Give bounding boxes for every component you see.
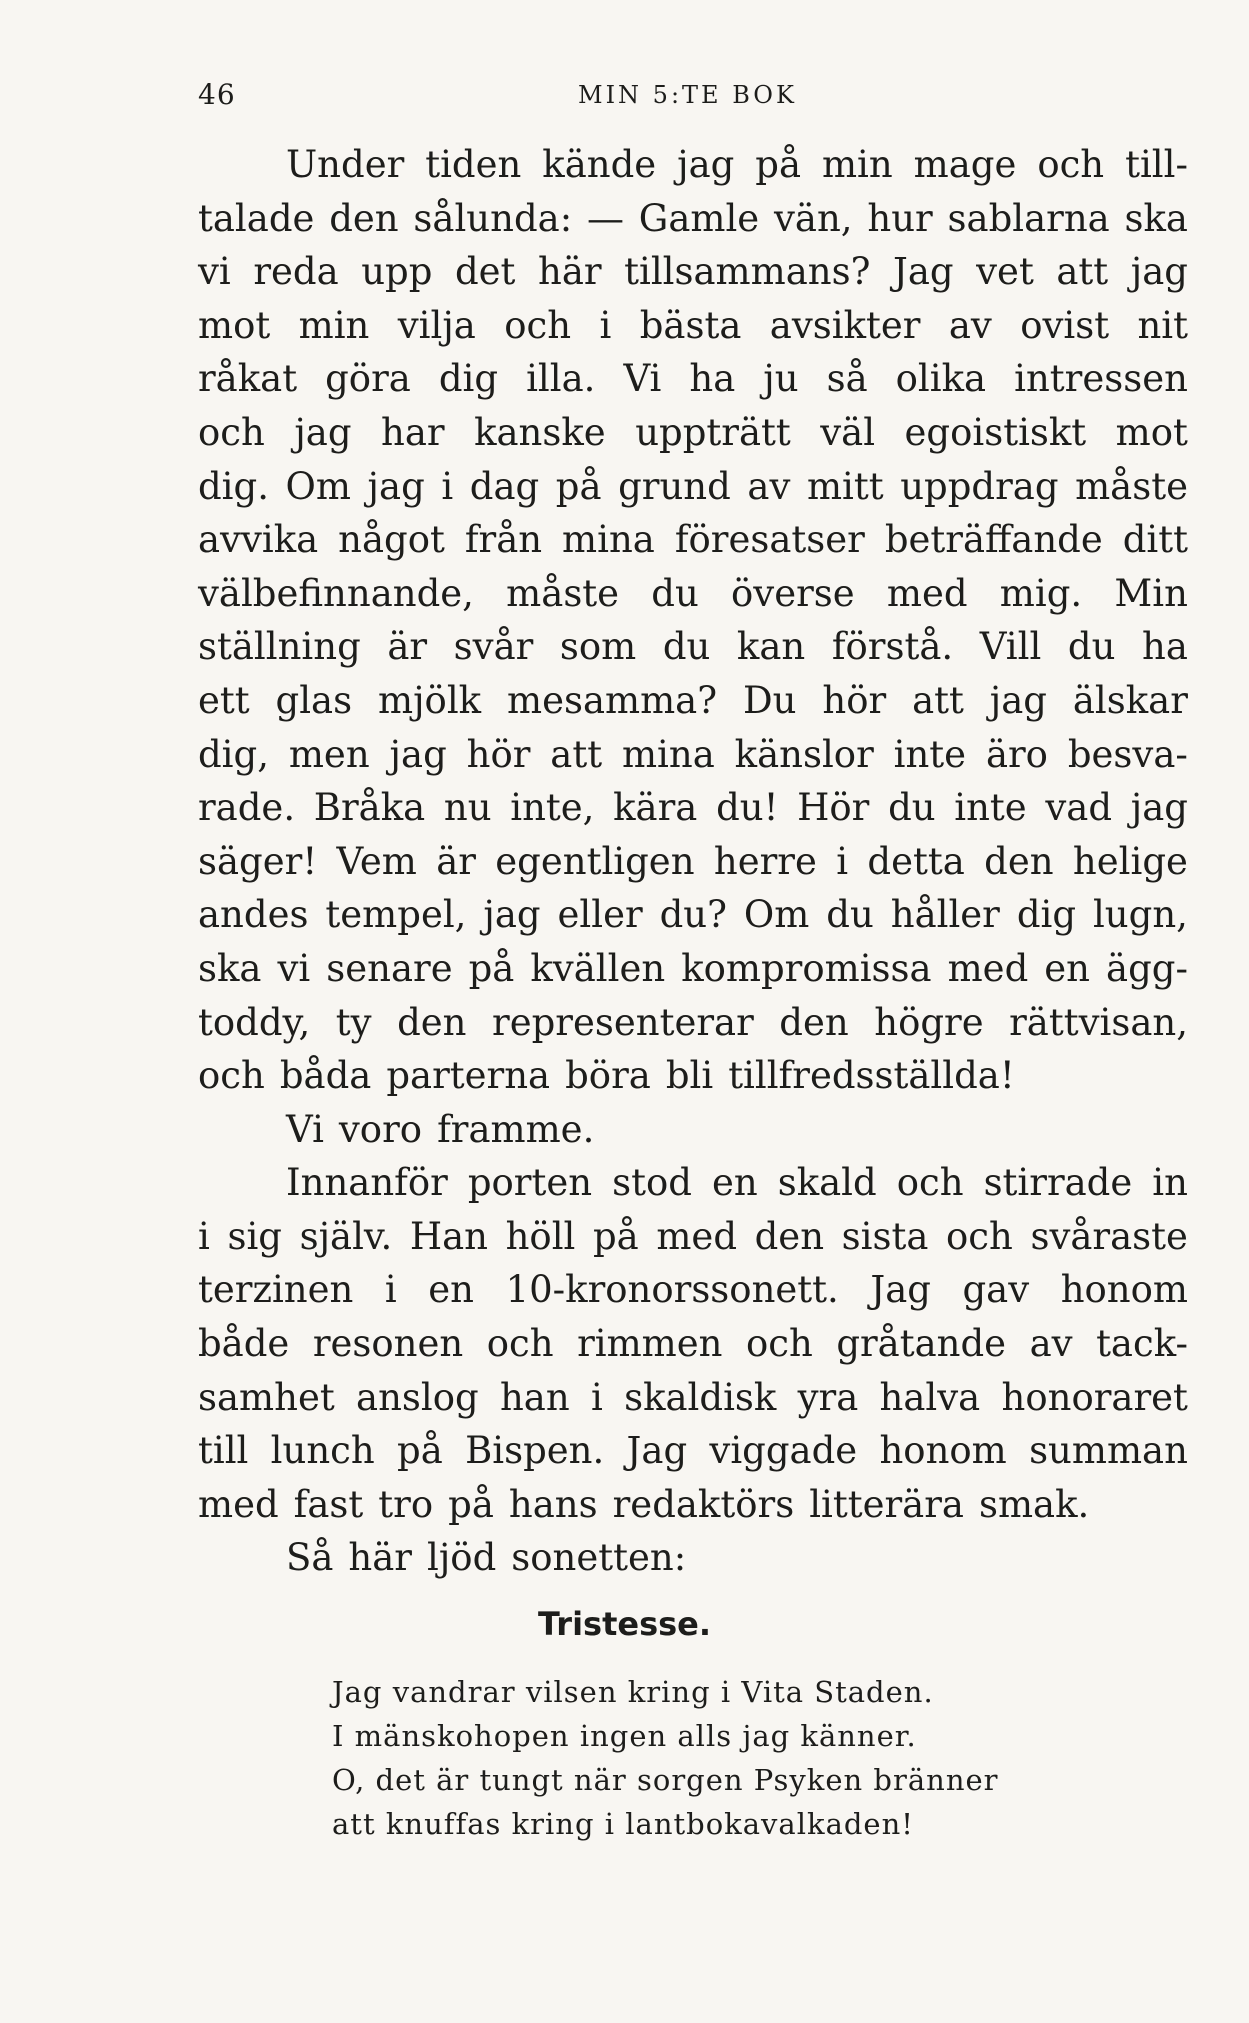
word: ett [198, 678, 250, 722]
word: vilja [397, 303, 476, 347]
word: något [338, 518, 445, 562]
word: att [912, 678, 964, 722]
word: känslor [734, 732, 874, 776]
word: litterära [809, 1482, 964, 1526]
text-line [198, 942, 1188, 996]
word: grund [618, 464, 731, 508]
word: sista [841, 1214, 929, 1258]
word: med [886, 571, 968, 615]
word: välbefinnande, [198, 571, 474, 615]
word: Vill [979, 625, 1042, 669]
word: rimmen [577, 1322, 723, 1366]
text-line [198, 674, 1188, 728]
word: sonetten: [511, 1536, 687, 1580]
word: båda [279, 1054, 372, 1098]
word: jag [1130, 250, 1188, 294]
word: tempel, [325, 893, 467, 937]
word: Vem [336, 839, 417, 883]
word: beträffande [884, 518, 1103, 562]
word: håller [890, 893, 1000, 937]
running-title: MIN 5:TE BOK [578, 81, 797, 109]
word: det [454, 250, 516, 294]
word: till- [1125, 143, 1188, 186]
word: terzinen [198, 1268, 354, 1312]
word: med [947, 946, 1029, 990]
text-line [198, 406, 1188, 460]
word: Bispen. [465, 1429, 605, 1473]
word: mesamma? [506, 678, 718, 722]
word: den [984, 839, 1054, 883]
word: råkat [198, 357, 298, 401]
word: jag [294, 410, 352, 454]
word: reda [253, 250, 339, 294]
word: kära [613, 786, 698, 830]
word: uppdrag [900, 464, 1059, 508]
word: summan [1029, 1429, 1188, 1473]
word: här [537, 250, 602, 294]
text-line [198, 1049, 1188, 1103]
word: mjölk [378, 678, 482, 722]
word: och [745, 1322, 813, 1366]
word: tiden [425, 143, 522, 186]
poem-line: att knuffas kring i lantbokavalkaden! [332, 1807, 914, 1841]
word: ha [689, 357, 736, 401]
word: detta [867, 839, 965, 883]
word: Innanför [286, 1161, 448, 1205]
text-line [198, 513, 1188, 567]
word: nit [1137, 303, 1188, 347]
word: jag [1130, 786, 1188, 830]
word: fast [293, 1482, 364, 1526]
word: yra [797, 1375, 859, 1419]
word: inte [893, 732, 967, 776]
word: egentligen [495, 839, 695, 883]
word: illa. [526, 357, 596, 401]
text-line [198, 299, 1188, 353]
word: voro [338, 1107, 423, 1151]
word: dig [1016, 893, 1077, 937]
word: Så [286, 1536, 334, 1580]
word: svåraste [1030, 1214, 1188, 1258]
word: att [550, 732, 603, 776]
word: parterna [386, 1054, 551, 1098]
word: svår [453, 625, 534, 669]
word: dig. [198, 464, 269, 508]
word: i [198, 1214, 210, 1258]
word: i [384, 1268, 397, 1312]
word: göra [325, 357, 411, 401]
word: Jag [626, 1429, 688, 1473]
word: Under [286, 143, 405, 186]
word: inte, [510, 786, 595, 830]
word: honom [1060, 1268, 1188, 1312]
word: Om [285, 464, 351, 508]
word: skaldisk [624, 1375, 777, 1419]
word: uppträtt [635, 410, 791, 454]
word: mitt [806, 464, 884, 508]
text-line [198, 1531, 1188, 1585]
word: ty [335, 1000, 372, 1044]
word: tillfredsställda! [728, 1054, 1015, 1098]
word: på [755, 143, 802, 186]
word: hör [822, 678, 887, 722]
word: måste [506, 571, 620, 615]
word: inte [954, 786, 1027, 830]
word: stod [612, 1161, 692, 1205]
word: i [836, 839, 849, 883]
word: ägg- [1106, 946, 1188, 990]
word: och [1037, 143, 1105, 186]
word: kvällen [530, 946, 666, 990]
word: rade. [198, 786, 296, 830]
word: hör [466, 732, 531, 776]
word: viggade [709, 1429, 858, 1473]
word: tro [378, 1482, 434, 1526]
word: dag [469, 464, 540, 508]
word: ha [1141, 625, 1188, 669]
word: kan [736, 625, 806, 669]
word: mage [913, 143, 1017, 186]
word: lugn, [1092, 893, 1188, 937]
word: redaktörs [612, 1482, 795, 1526]
word: förstå. [831, 625, 954, 669]
word: bli [665, 1054, 714, 1098]
word: gav [962, 1268, 1030, 1312]
word: på [468, 946, 515, 990]
word: ju [763, 357, 799, 401]
text-line [198, 1103, 1188, 1157]
body-text [198, 138, 1188, 1585]
word: toddy, [198, 1000, 311, 1044]
word: att [1056, 250, 1109, 294]
word: en [1044, 946, 1091, 990]
word: smak. [978, 1482, 1090, 1526]
word: är [436, 839, 476, 883]
word: men [288, 732, 370, 776]
word: i [599, 303, 612, 347]
word: ljöd [426, 1536, 497, 1580]
text-line [198, 245, 1188, 299]
word: högre [874, 1000, 984, 1044]
word: både [198, 1322, 290, 1366]
text-line [198, 1263, 1188, 1317]
page-number: 46 [198, 78, 236, 111]
word: du [1067, 625, 1116, 669]
word: föresatser [674, 518, 865, 562]
word: Bråka [313, 786, 426, 830]
text-line [198, 620, 1188, 674]
word: samhet [198, 1375, 335, 1419]
word: Hör [797, 786, 870, 830]
word: dig, [198, 732, 269, 776]
word: kompromissa [681, 946, 932, 990]
word: kanske [474, 410, 606, 454]
word: av [948, 303, 992, 347]
word: mina [562, 518, 655, 562]
word: stirrade [983, 1161, 1133, 1205]
word: och [198, 410, 265, 454]
word: höll [505, 1214, 576, 1258]
word: mot [198, 303, 271, 347]
word: talade [198, 196, 315, 240]
word: skald [777, 1161, 877, 1205]
word: ovist [1020, 303, 1110, 347]
word: min [821, 143, 893, 186]
word: Min [1114, 571, 1188, 615]
word: sig [227, 1214, 282, 1258]
word: är [387, 625, 428, 669]
word: avsikter [769, 303, 921, 347]
text-line [198, 567, 1188, 621]
word: avvika [198, 518, 319, 562]
word: du! [716, 786, 779, 830]
word: porten [467, 1161, 593, 1205]
word: av [1029, 1322, 1073, 1366]
word: tack- [1096, 1322, 1188, 1366]
word: besva- [1067, 732, 1188, 776]
word: älskar [1072, 678, 1188, 722]
word: jag [367, 464, 425, 508]
word: du [651, 571, 699, 615]
word: äro [985, 732, 1048, 776]
word: Du [742, 678, 797, 722]
word: du [826, 893, 874, 937]
word: honom [879, 1429, 1007, 1473]
text-line [198, 460, 1188, 514]
text-line [198, 138, 1188, 192]
word: den [779, 1000, 849, 1044]
word: jag [989, 678, 1047, 722]
poem-line: O, det är tungt när sorgen Psyken bränner [332, 1763, 999, 1797]
word: du [662, 625, 711, 669]
word: på [397, 1429, 443, 1473]
word: lunch [270, 1429, 375, 1473]
word: mig. [999, 571, 1083, 615]
word: ditt [1122, 518, 1188, 562]
word: vad [1045, 786, 1113, 830]
word: — [586, 196, 624, 240]
word: du? [659, 893, 727, 937]
word: resonen [312, 1322, 464, 1366]
word: nu [443, 786, 492, 830]
word: dig [438, 357, 499, 401]
word: med [198, 1482, 279, 1526]
word: Om [743, 893, 810, 937]
word: väl [820, 410, 876, 454]
word: och [946, 1214, 1013, 1258]
poem-line: I mänskohopen ingen alls jag känner. [332, 1719, 917, 1753]
text-line [198, 781, 1188, 835]
word: 10-kronorssonett. [505, 1268, 839, 1312]
text-line [198, 996, 1188, 1050]
word: från [464, 518, 543, 562]
word: jag [677, 143, 735, 186]
word: så [826, 357, 868, 401]
text-line [198, 352, 1188, 406]
word: här [348, 1536, 412, 1580]
text-line [198, 728, 1188, 782]
word: jag [483, 893, 541, 937]
word: intressen [1014, 357, 1188, 401]
word: halva [879, 1375, 981, 1419]
word: senare [326, 946, 453, 990]
word: andes [198, 893, 309, 937]
word: framme. [437, 1107, 595, 1151]
text-line [198, 192, 1188, 246]
word: in [1152, 1161, 1188, 1205]
word: eller [557, 893, 643, 937]
word: och [504, 303, 572, 347]
word: överse [731, 571, 855, 615]
text-line [198, 1210, 1188, 1264]
text-line [198, 1478, 1188, 1532]
word: Vi [286, 1107, 324, 1151]
word: gråtande [836, 1322, 1007, 1366]
word: och [896, 1161, 964, 1205]
word: honoraret [1001, 1375, 1188, 1419]
word: jag [389, 732, 447, 776]
text-line [198, 835, 1188, 889]
word: vän, [774, 196, 853, 240]
word: ska [198, 946, 262, 990]
poem-title: Tristesse. [537, 1605, 712, 1643]
word: olika [895, 357, 987, 401]
word: och [198, 1054, 265, 1098]
word: den [329, 196, 399, 240]
word: ställning [198, 625, 361, 669]
word: den [397, 1000, 467, 1044]
word: glas [275, 678, 353, 722]
poem [332, 1670, 1132, 1846]
word: helige [1072, 839, 1188, 883]
word: Jag [870, 1268, 931, 1312]
word: till [198, 1429, 249, 1473]
word: på [448, 1482, 494, 1526]
word: säger! [198, 839, 318, 883]
poem-line: Jag vandrar vilsen kring i Vita Staden. [332, 1675, 934, 1709]
text-line [198, 1317, 1188, 1371]
word: sablarna [947, 196, 1110, 240]
word: tillsammans? [624, 250, 871, 294]
word: en [428, 1268, 475, 1312]
word: han [499, 1375, 570, 1419]
word: i [590, 1375, 603, 1419]
word: du [888, 786, 936, 830]
word: Han [409, 1214, 488, 1258]
word: på [592, 1214, 639, 1258]
word: den [754, 1214, 825, 1258]
word: Jag [893, 250, 954, 294]
word: i [441, 464, 454, 508]
word: mot [1115, 410, 1188, 454]
word: vet [976, 250, 1034, 294]
word: hur [867, 196, 933, 240]
word: rättvisan, [1009, 1000, 1188, 1044]
word: anslog [356, 1375, 479, 1419]
word: Vi [623, 357, 662, 401]
word: böra [565, 1054, 651, 1098]
word: min [298, 303, 370, 347]
word: själv. [299, 1214, 393, 1258]
word: representerar [492, 1000, 754, 1044]
word: som [559, 625, 637, 669]
word: upp [361, 250, 433, 294]
word: och [486, 1322, 554, 1366]
word: mina [621, 732, 715, 776]
text-line [198, 1156, 1188, 1210]
word: på [555, 464, 602, 508]
word: av [747, 464, 791, 508]
text-line [198, 888, 1188, 942]
text-line [198, 1424, 1188, 1478]
word: egoistiskt [904, 410, 1087, 454]
word: med [656, 1214, 738, 1258]
word: vi [277, 946, 311, 990]
word: Gamle [638, 196, 760, 240]
word: en [711, 1161, 758, 1205]
word: bästa [639, 303, 742, 347]
word: ska [1124, 196, 1188, 240]
word: måste [1075, 464, 1188, 508]
word: kände [542, 143, 657, 186]
word: vi [198, 250, 231, 294]
word: hans [508, 1482, 598, 1526]
text-line [198, 1371, 1188, 1425]
word: har [381, 410, 445, 454]
word: herre [713, 839, 817, 883]
word: sålunda: [413, 196, 573, 240]
